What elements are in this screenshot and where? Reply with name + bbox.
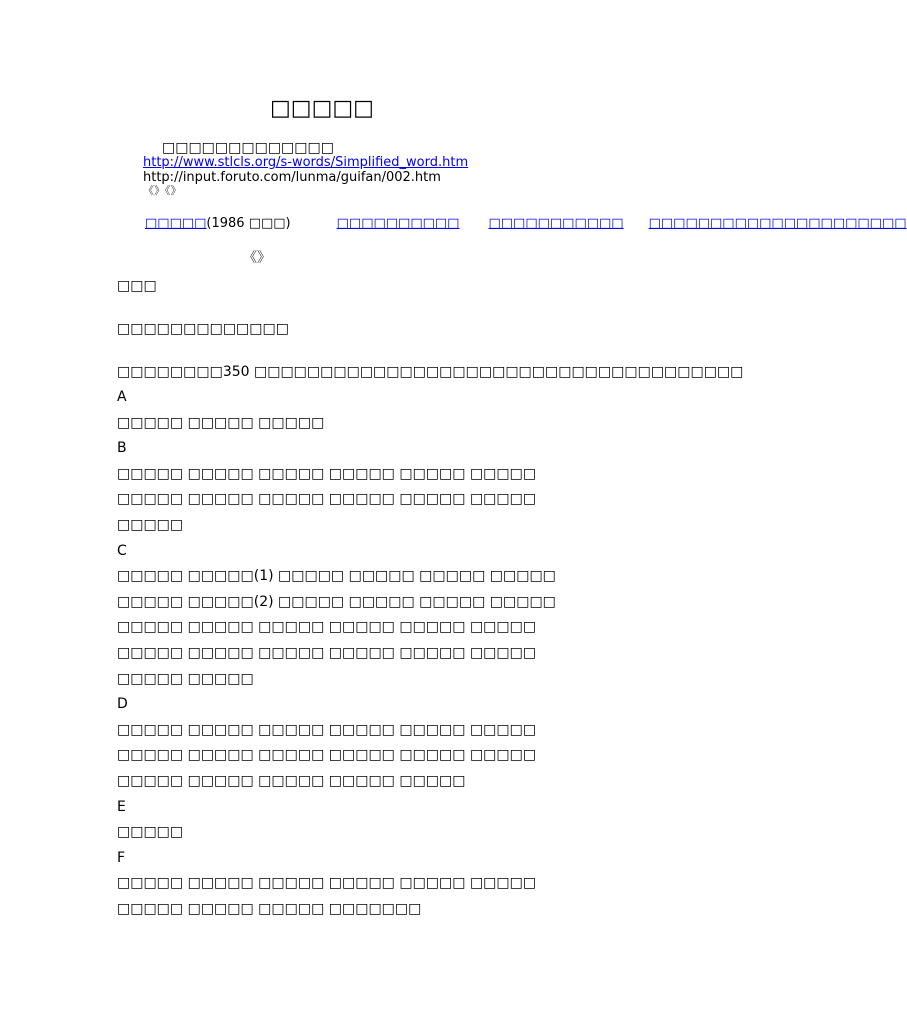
related-link-group-1 — [145, 215, 291, 233]
section-letter-f: F — [117, 849, 126, 866]
related-link-1[interactable]: □□□□□ — [145, 216, 207, 231]
related-link-3[interactable]: □□□□□□□□□□□ — [488, 216, 624, 231]
section-line: □□□□□ □□□□□ □□□□□ □□□□□ □□□□□ □□□□□ — [117, 721, 537, 738]
section-line: □□□□□ □□□□□(2) □□□□□ □□□□□ □□□□□ □□□□□ — [117, 593, 556, 610]
source-link[interactable]: http://www.stlcls.org/s-words/Simplified_word.htm — [143, 155, 469, 170]
intro-description: □□□□□□□□350 □□□□□□□□□□□□□□□□□□□□□□□□□□□□□□□□□□□□□ — [117, 364, 744, 380]
section-letter-d: D — [117, 696, 128, 713]
page-title: □□□□□ — [270, 96, 374, 121]
related-link-2[interactable]: □□□□□□□□□□ — [336, 216, 460, 231]
section-line: □□□□□ — [117, 824, 184, 841]
section-line: □□□□□ □□□□□ □□□□□ □□□□□ □□□□□ □□□□□ — [117, 645, 537, 661]
section-line: □□□□□ □□□□□ — [117, 670, 254, 687]
section-line: □□□□□ □□□□□ □□□□□ □□□□□□□ — [117, 901, 422, 917]
section-line: □□□□□ — [117, 517, 184, 533]
section-line: □□□□□ □□□□□ □□□□□ □□□□□ □□□□□ — [117, 773, 466, 789]
section-line: □□□□□ □□□□□(1) □□□□□ □□□□□ □□□□□ □□□□□ — [117, 568, 556, 585]
related-links — [145, 215, 907, 233]
intro-heading: □□□ — [117, 278, 157, 294]
section-line: □□□□□ □□□□□ □□□□□ □□□□□ □□□□□ □□□□□ — [117, 619, 537, 636]
page-subtitle: □□□□□□□□□□□□□ — [162, 140, 334, 156]
section-letter-a: A — [117, 389, 127, 405]
section-line: □□□□□ □□□□□ □□□□□ □□□□□ □□□□□ □□□□□ — [117, 465, 537, 482]
book-title-marks: 《》《》 — [143, 184, 182, 197]
source-url-text: http://input.foruto.com/lunma/guifan/002.htm — [143, 170, 441, 185]
section-letter-b: B — [117, 440, 127, 457]
section-line: □□□□□ □□□□□ □□□□□ □□□□□ □□□□□ □□□□□ — [117, 747, 537, 764]
center-title-marks: 《》 — [243, 250, 271, 266]
section-line: □□□□□ □□□□□ □□□□□ □□□□□ □□□□□ □□□□□ — [117, 491, 537, 508]
section-letter-c: C — [117, 542, 127, 559]
intro-line: □□□□□□□□□□□□□ — [117, 321, 289, 337]
related-link-4[interactable]: □□□□□□□□□□□□□□□□□□□□□ — [648, 216, 907, 231]
section-letter-e: E — [117, 798, 126, 815]
section-line: □□□□□ □□□□□ □□□□□ — [117, 414, 325, 431]
related-link-1-suffix: (1986 □□□) — [206, 216, 291, 231]
section-line: □□□□□ □□□□□ □□□□□ □□□□□ □□□□□ □□□□□ — [117, 875, 537, 892]
